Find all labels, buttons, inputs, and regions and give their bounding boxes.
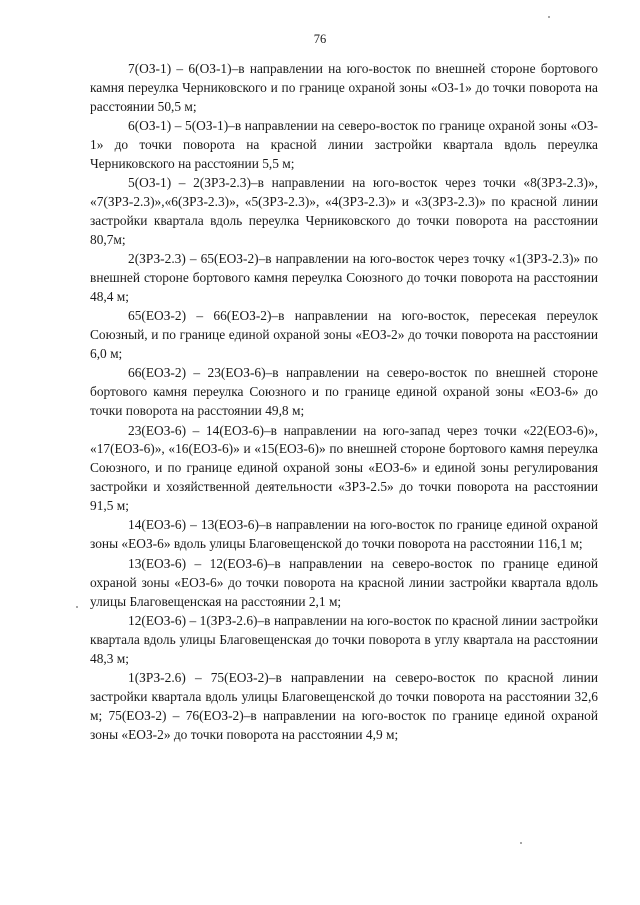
- paragraph: 65(ЕОЗ-2) – 66(ЕОЗ-2)–в направлении на юго-восток, пересекая переулок Союзный, и по границе единой охраной зоны «ЕОЗ-2» до точки поворота на расстоянии 6,0 м;: [90, 308, 598, 362]
- paragraph: 7(ОЗ-1) – 6(ОЗ-1)–в направлении на юго-восток по внешней стороне бортового камня переулка Черниковского и по границе охраной зоны «ОЗ-1» до точки поворота на расстоянии 50,5 м;: [90, 61, 598, 114]
- paragraph: 14(ЕОЗ-6) – 13(ЕОЗ-6)–в направлении на юго-восток по границе единой охраной зоны «ЕОЗ-6» вдоль улицы Благовещенской до точки поворота на расстоянии 116,1 м;: [90, 517, 598, 552]
- scan-speck: [548, 16, 550, 18]
- paragraph: 6(ОЗ-1) – 5(ОЗ-1)–в направлении на северо-восток по границе охраной зоны «ОЗ- 1» до точки поворота на красной линии застройки квартала вдоль переулка Черниковского на расстоянии 5,5 м;: [90, 118, 598, 171]
- scan-speck: [520, 842, 522, 844]
- paragraph: 1(ЗРЗ-2.6) – 75(ЕОЗ-2)–в направлении на северо-восток по красной линии застройки квартала вдоль улицы Благовещенской до точки поворота на расстоянии 32,6 м; 75(ЕОЗ-2) – 76(ЕОЗ-2)–в направлении на юго-восток по границе единой охраной зоны «ЕОЗ-2» до точки поворота на расстоянии 4,9 м;: [90, 669, 598, 742]
- paragraph: 12(ЕОЗ-6) – 1(ЗРЗ-2.6)–в направлении на юго-восток по красной линии застройки квартала вдоль улицы Благовещенская до точки поворота в углу квартала на расстоянии 48,3 м;: [90, 612, 598, 666]
- paragraph: 2(ЗРЗ-2.3) – 65(ЕОЗ-2)–в направлении на юго-восток через точку «1(ЗРЗ-2.3)» по внешней стороне бортового камня переулка Союзного до точки поворота на расстоянии 48,4 м;: [90, 251, 598, 305]
- paragraph: 5(ОЗ-1) – 2(ЗРЗ-2.3)–в направлении на юго-восток через точки «8(ЗРЗ-2.3)», «7(ЗРЗ-2.3)»,«6(ЗРЗ-2.3)», «5(ЗРЗ-2.3)», «4(ЗРЗ-2.3)» и «3(ЗРЗ-2.3)» по красной линии застройки квартала вдоль переулка Черниковского до точки поворота на расстоянии 80,7м;: [90, 175, 598, 247]
- paragraph: 23(ЕОЗ-6) – 14(ЕОЗ-6)–в направлении на юго-запад через точки «22(ЕОЗ-6)», «17(ЕОЗ-6)», «16(ЕОЗ-6)» и «15(ЕОЗ-6)» по внешней стороне бортового камня переулка Союзного, и по границе единой охраной зоны «ЕОЗ-6» и единой зоны регулирования застройки и хозяйственной деятельности «ЗРЗ-2.5» до точки поворота на расстоянии 91,5 м;: [90, 422, 598, 514]
- paragraph: 13(ЕОЗ-6) – 12(ЕОЗ-6)–в направлении на северо-восток по границе единой охраной зоны «ЕОЗ-6» до точки поворота на красной линии застройки квартала вдоль улицы Благовещенская на расстоянии 2,1 м;: [90, 555, 598, 609]
- scan-speck: [76, 606, 78, 608]
- page-number: 76: [313, 32, 327, 46]
- document-body: [90, 60, 598, 745]
- paragraph: 66(ЕОЗ-2) – 23(ЕОЗ-6)–в направлении на северо-восток по внешней стороне бортового камня переулка Союзного и по границе единой охраной зоны «ЕОЗ-6» до точки поворота на расстоянии 49,8 м;: [90, 365, 598, 419]
